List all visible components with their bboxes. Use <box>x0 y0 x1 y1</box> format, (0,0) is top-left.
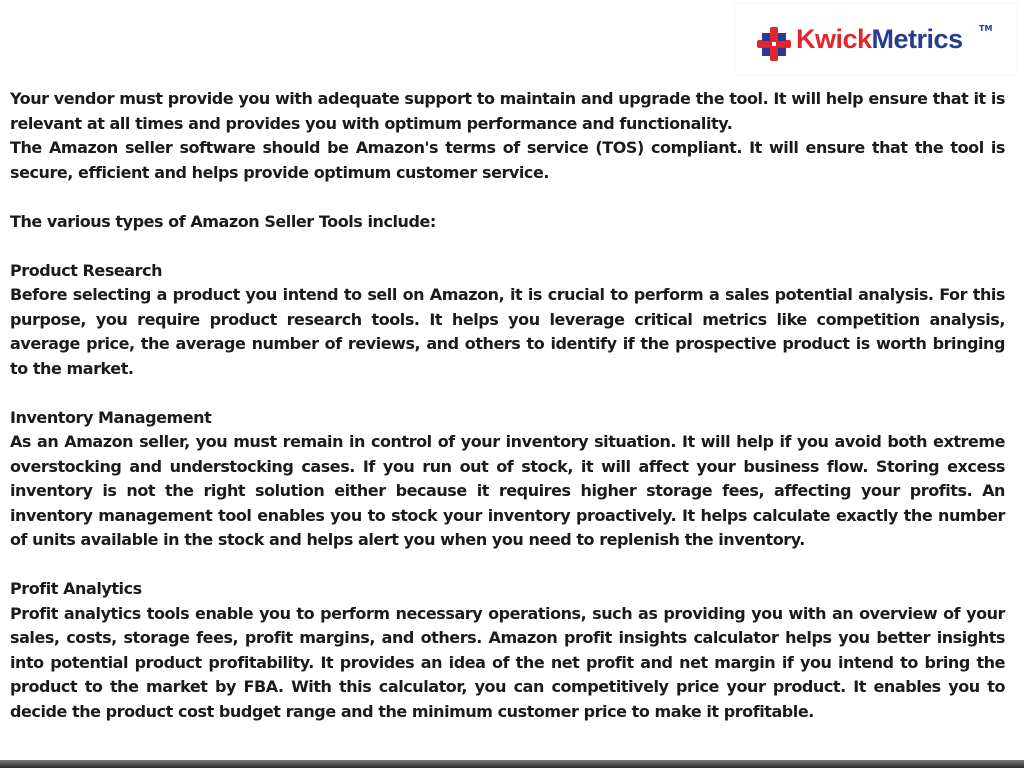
logo-text-metrics: Metrics <box>871 24 963 54</box>
spacer <box>10 234 1005 259</box>
spacer <box>10 381 1005 406</box>
tos-compliance-paragraph: The Amazon seller software should be Amazon's terms of service (TOS) compliant. It will ensure that the tool is secure, efficient and helps provide optimum customer service. <box>10 138 1005 182</box>
section-body-profit-analytics: Profit analytics tools enable you to perform necessary operations, such as providing you with an overview of your sales, costs, storage fees, profit margins, and others. Amazon profit insights calculator helps you better insights into potential product profitability. It provides an idea of the net profit and net margin if you intend to bring the product to the market by FBA. With this calculator, you can competitively price your product. It enables you to decide the product cost budget range and the minimum customer price to make it profitable. <box>10 603 1005 721</box>
section-heading-profit-analytics: Profit Analytics <box>10 579 142 598</box>
types-intro-paragraph: The various types of Amazon Seller Tools include: <box>10 211 436 231</box>
vendor-support-paragraph: Your vendor must provide you with adequate support to maintain and upgrade the tool. It will help ensure that it is relevant at all times and provides you with optimum performance and functionality. <box>10 89 1005 133</box>
spacer <box>10 185 1005 210</box>
document-body <box>10 87 1005 724</box>
brand-logo <box>736 4 1016 74</box>
logo-text-kwick: Kwick <box>796 24 872 54</box>
section-body-inventory-management: As an Amazon seller, you must remain in control of your inventory situation. It will help if you avoid both extreme overstocking and understocking cases. If you run out of stock, it will affect your business flow. Storing excess inventory is not the right solution either because it requires higher storage fees, affecting your profits. An inventory management tool enables you to stock your inventory proactively. It helps calculate exactly the number of units available in the stock and helps alert you when you need to replenish the inventory. <box>10 432 1005 549</box>
trademark-symbol: TM <box>979 24 993 33</box>
bottom-border-bar <box>0 760 1024 768</box>
spacer <box>10 553 1005 578</box>
section-heading-product-research: Product Research <box>10 260 163 280</box>
logo-wordmark <box>796 24 963 55</box>
logo-mark-icon <box>756 26 792 62</box>
section-heading-inventory-management: Inventory Management <box>10 407 212 427</box>
section-body-product-research: Before selecting a product you intend to sell on Amazon, it is crucial to perform a sales potential analysis. For this purpose, you require product research tools. It helps you leverage critical metrics like competition analysis, average price, the average number of reviews, and others to identify if the prospective product is worth bringing to the market. <box>10 285 1005 378</box>
